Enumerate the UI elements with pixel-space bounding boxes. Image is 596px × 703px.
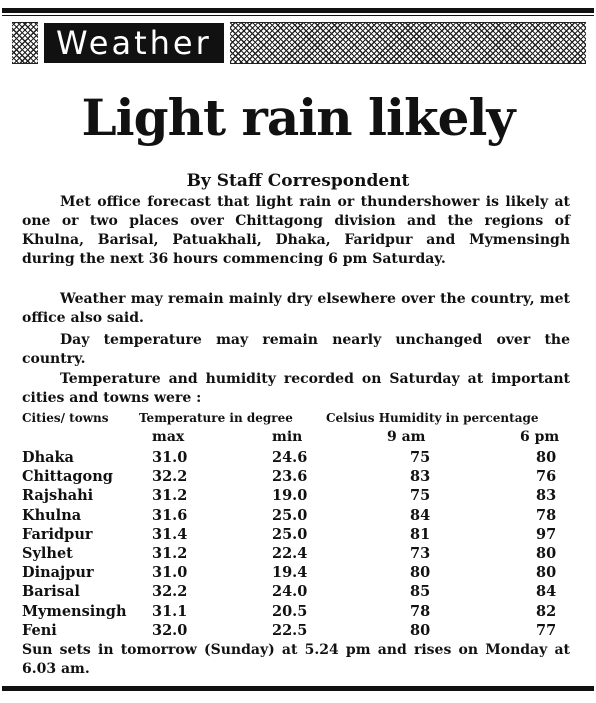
weather-table [22,449,570,641]
paragraph-forecast: Met office forecast that light rain or thundershower is likely at one or two places over Chittagong division and the regions of Khulna, Barisal, Patuakhali, Dhaka, Faridpur and Mymensingh during the next 36 hours commencing 6 pm Saturday. [22,194,570,267]
humidity-pm-cell: 83 [536,487,557,505]
humidity-pm-cell: 78 [536,506,557,524]
header-humidity: Celsius Humidity in percentage [326,411,539,425]
subheader-6pm: 6 pm [520,429,560,445]
min-cell: 19.4 [272,564,308,582]
subheader-min: min [272,429,303,445]
subheader-max: max [152,429,185,445]
section-banner [12,22,586,64]
city-cell: Dhaka [22,449,74,466]
max-cell: 31.2 [152,487,188,505]
min-cell: 23.6 [272,468,308,486]
max-cell: 31.0 [152,564,188,582]
min-cell: 24.0 [272,583,308,601]
humidity-am-cell: 78 [410,602,431,620]
top-thin-rule [2,15,594,16]
max-cell: 31.6 [152,506,188,524]
section-label: Weather [44,23,224,63]
header-temperature: Temperature in degree [139,411,293,425]
header-city: Cities/ towns [22,411,109,425]
table-row [22,449,570,468]
byline: By Staff Correspondent [186,171,410,191]
table-row [22,526,570,545]
humidity-pm-cell: 84 [536,583,557,601]
city-cell: Dinajpur [22,564,94,582]
city-cell: Chittagong [22,468,113,486]
humidity-pm-cell: 80 [536,564,557,582]
city-cell: Rajshahi [22,487,94,505]
min-cell: 24.6 [272,449,308,466]
humidity-am-cell: 75 [410,487,431,505]
headline: Light rain likely [81,88,515,147]
humidity-am-cell: 80 [410,564,431,582]
table-row [22,545,570,564]
table-row [22,564,570,583]
min-cell: 22.4 [272,544,308,562]
city-cell: Sylhet [22,544,73,562]
max-cell: 32.2 [152,468,188,486]
table-row [22,583,570,602]
humidity-pm-cell: 82 [536,602,557,620]
humidity-am-cell: 84 [410,506,431,524]
min-cell: 25.0 [272,506,308,524]
min-cell: 25.0 [272,525,308,543]
city-cell: Faridpur [22,525,93,543]
max-cell: 32.2 [152,583,188,601]
humidity-am-cell: 83 [410,468,431,486]
paragraph-temperature: Day temperature may remain nearly unchanged over the country. [22,332,570,367]
city-cell: Mymensingh [22,602,127,620]
banner-hatch-right [230,22,586,64]
bottom-rule [2,686,594,691]
humidity-am-cell: 75 [410,449,431,466]
paragraph-sunset: Sun sets in tomorrow (Sunday) at 5.24 pm and rises on Monday at 6.03 am. [22,642,570,677]
table-row [22,603,570,622]
paragraph-dry: Weather may remain mainly dry elsewhere over the country, met office also said. [22,291,570,326]
humidity-pm-cell: 76 [536,468,557,486]
max-cell: 31.0 [152,449,188,466]
table-row [22,622,570,641]
humidity-am-cell: 73 [410,544,431,562]
humidity-pm-cell: 97 [536,525,557,543]
max-cell: 31.2 [152,544,188,562]
banner-hatch-left [12,22,38,64]
table-row [22,468,570,487]
table-row [22,487,570,506]
table-row [22,507,570,526]
humidity-pm-cell: 80 [536,544,557,562]
humidity-am-cell: 81 [410,525,431,543]
humidity-pm-cell: 77 [536,621,557,639]
max-cell: 32.0 [152,621,188,639]
min-cell: 19.0 [272,487,308,505]
city-cell: Feni [22,621,57,639]
humidity-am-cell: 85 [410,583,431,601]
max-cell: 31.1 [152,602,188,620]
min-cell: 20.5 [272,602,308,620]
max-cell: 31.4 [152,525,188,543]
paragraph-records-intro: Temperature and humidity recorded on Saturday at important cities and towns were : [22,371,570,406]
top-rule [2,8,594,13]
subheader-9am: 9 am [387,429,426,445]
humidity-am-cell: 80 [410,621,431,639]
city-cell: Khulna [22,506,82,524]
humidity-pm-cell: 80 [536,449,557,466]
city-cell: Barisal [22,583,80,601]
min-cell: 22.5 [272,621,308,639]
